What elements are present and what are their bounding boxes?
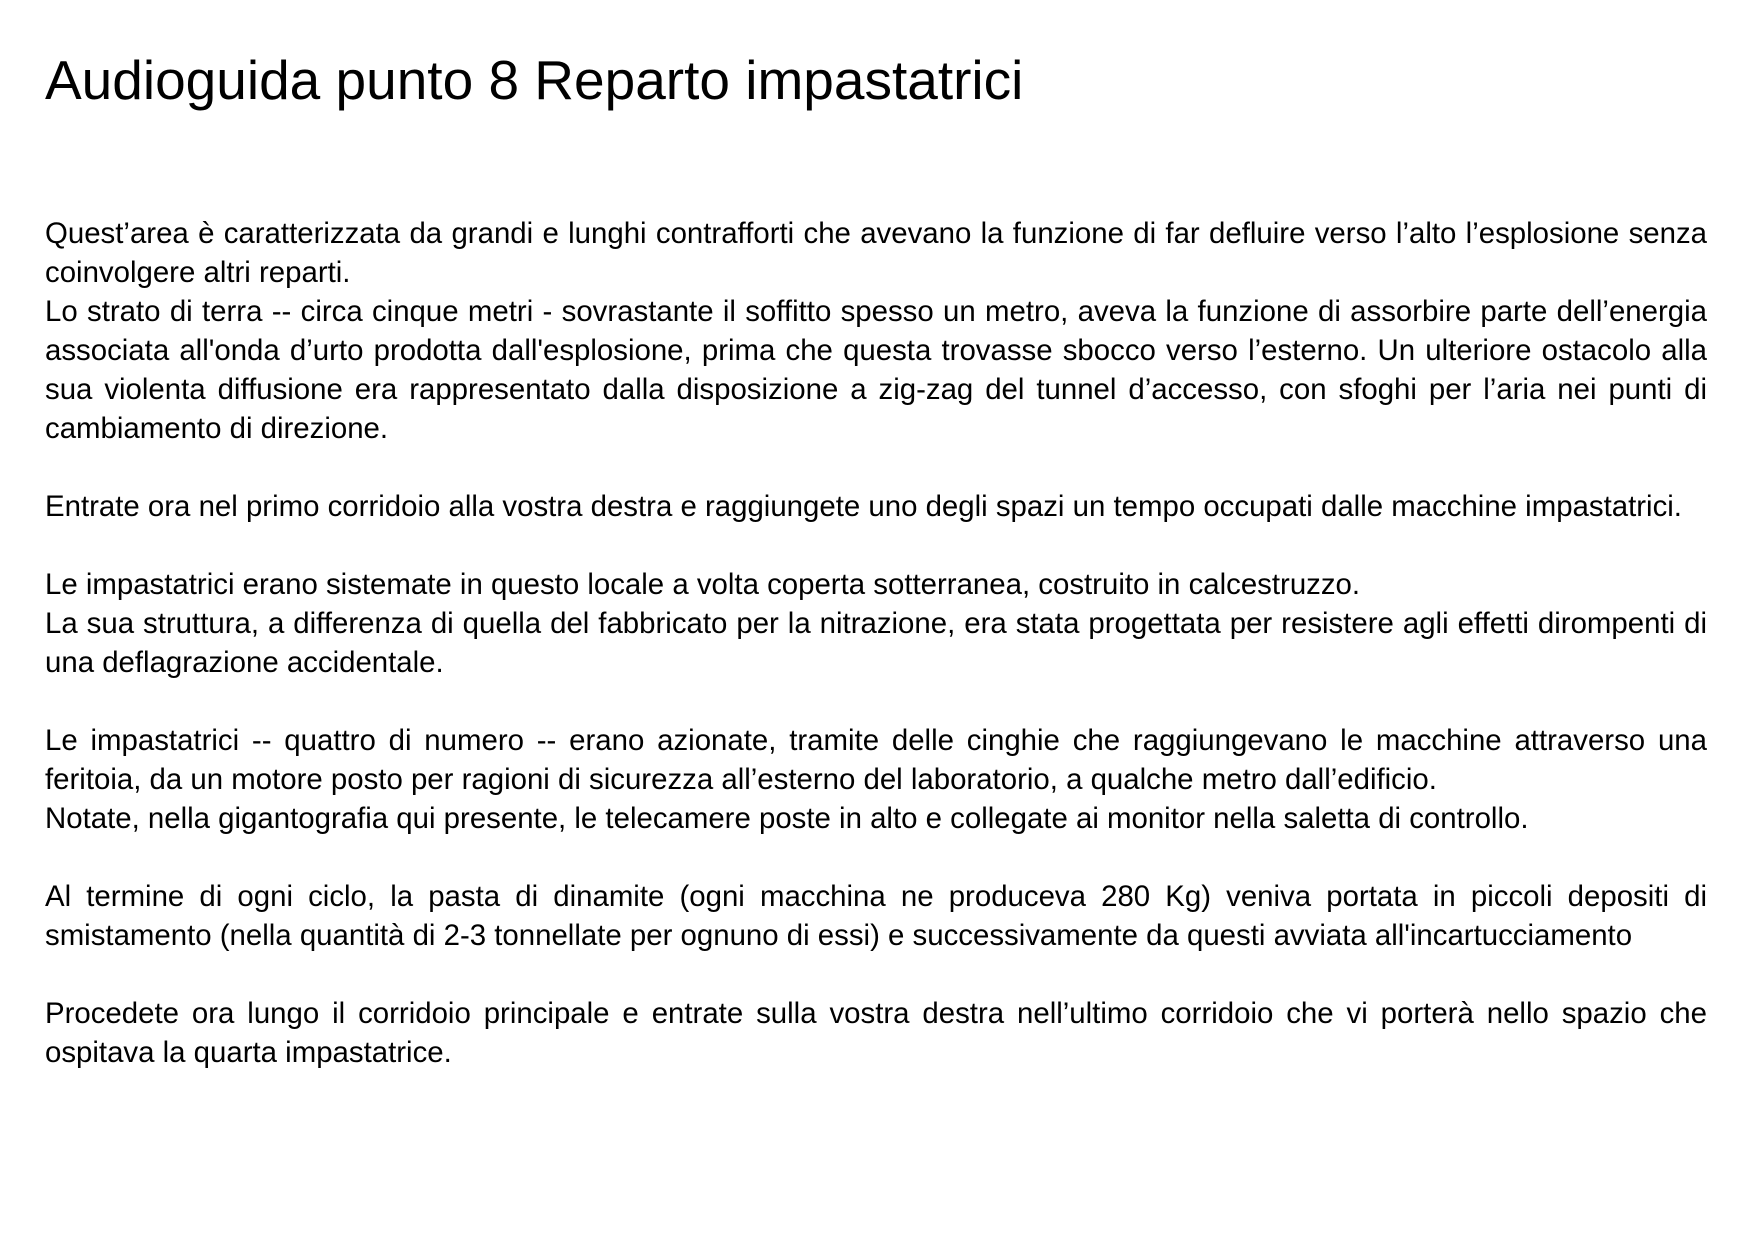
- paragraph-gap: [45, 955, 1707, 994]
- paragraph: Notate, nella gigantografia qui presente, le telecamere poste in alto e collegate ai monitor nella saletta di controllo.: [45, 802, 1529, 835]
- paragraph: Entrate ora nel primo corridoio alla vostra destra e raggiungete uno degli spazi un tempo occupati dalle macchine impastatrici.: [45, 490, 1682, 523]
- paragraph: La sua struttura, a differenza di quella del fabbricato per la nitrazione, era stata progettata per resistere agli effetti dirompenti di una deflagrazione accidentale.: [45, 607, 1707, 679]
- paragraph: Quest’area è caratterizzata da grandi e lunghi contrafforti che avevano la funzione di far defluire verso l’alto l’esplosione senza coinvolgere altri reparti.: [45, 217, 1707, 289]
- paragraph-gap: [45, 682, 1707, 721]
- page-title: Audioguida punto 8 Reparto impastatrici: [45, 49, 1024, 111]
- paragraph: Lo strato di terra -- circa cinque metri - sovrastante il soffitto spesso un metro, aveva la funzione di assorbire parte dell’energia associata all'onda d’urto prodotta dall'esplosione, prima che questa trovasse sbocco verso l’esterno. Un ulteriore ostacolo alla sua violenta diffusione era rappresentato dalla disposizione a zig-zag del tunnel d’accesso, con sfoghi per l’aria nei punti di cambiamento di direzione.: [45, 295, 1707, 445]
- document-body: [45, 214, 1707, 1072]
- paragraph: Le impastatrici erano sistemate in questo locale a volta coperta sotterranea, costruito in calcestruzzo.: [45, 568, 1361, 601]
- paragraph: Le impastatrici -- quattro di numero -- erano azionate, tramite delle cinghie che raggiungevano le macchine attraverso una feritoia, da un motore posto per ragioni di sicurezza all’esterno del laboratorio, a qualche metro dall’edificio.: [45, 724, 1707, 796]
- paragraph-gap: [45, 838, 1707, 877]
- paragraph-gap: [45, 526, 1707, 565]
- paragraph: Procedete ora lungo il corridoio principale e entrate sulla vostra destra nell’ultimo corridoio che vi porterà nello spazio che ospitava la quarta impastatrice.: [45, 997, 1707, 1069]
- document-page: [45, 40, 1707, 1072]
- paragraph-gap: [45, 448, 1707, 487]
- paragraph: Al termine di ogni ciclo, la pasta di dinamite (ogni macchina ne produceva 280 Kg) veniva portata in piccoli depositi di smistamento (nella quantità di 2-3 tonnellate per ognuno di essi) e successivamente da questi avviata all'incartucciamento: [45, 880, 1707, 952]
